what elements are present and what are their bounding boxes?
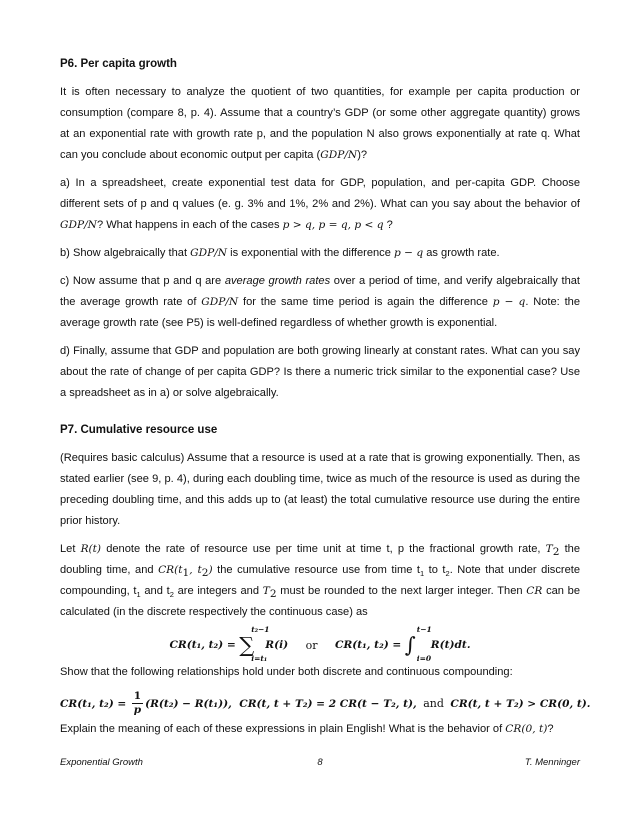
integral-symbol: ∫ t−1 i=0 (404, 625, 432, 663)
p7-intro: (Requires basic calculus) Assume that a resource is used at a rate that is growing exponentially. Then, as stated earlier (see 9, p. 4), during each doubling time, twice as much of the resource is used as during the preceding doubling time, and this adds up to (at least) the total cumulative resource use during the entire prior history. (60, 452, 580, 527)
equation-relationships: CR(t₁, t₂) = $\frac{1}{p}$ (R(t₂) − R(t₁)), CR(t, t + T₂) = 2 CR(t − T₂, t), and CR(t, t + T₂) > CR(0, t). (60, 690, 591, 716)
p7-definitions: Let R(t) denote the rate of resource use per time unit at time t, p the fractional growth rate, $T_2$ the doubling time, and $CR(t_1$, $t_2$) the cumulative resource use from time $t_1$ to $t_2$. Note that under discrete compounding, $t_1$ and $t_2$ are integers and $T_2$ must be rounded to the next larger integer. Then CR can be calculated (in the discrete respectively the continuous case) as (60, 543, 581, 618)
equation-cumulative-definition: CR(t₁, t₂) = ∑ t₂−1 i=t₁ R(i) or CR(t₁, t₂) = ∫ t−1 i=0 R(t)dt. (169, 625, 471, 663)
summation-symbol: ∑ t₂−1 i=t₁ (239, 625, 270, 663)
page-number: 8 (317, 757, 323, 768)
fraction-one-over-p: $\frac{1}{p}$ (133, 690, 142, 716)
p6-part-b: b) Show algebraically that GDP/N is exponential with the difference p − q as growth rate. (60, 247, 500, 259)
p7-explain: Explain the meaning of each of these expressions in plain English! What is the behavior of CR(0, t)? (60, 723, 554, 735)
p6-intro: It is often necessary to analyze the quotient of two quantities, for example per capita production or consumption (compare 8, p. 4). Assume that a country’s GDP (or some other aggregate quantity) grows at an exponential rate with growth rate p, and the population N also grows exponentially at rate q. What can you conclude about economic output per capita (GDP/N)? (60, 86, 580, 161)
page-content (60, 58, 591, 747)
p6-heading: P6. Per capita growth (60, 58, 177, 70)
p7-show-prompt: Show that the following relationships hold under both discrete and continuous compounding: (60, 666, 513, 678)
footer-title: Exponential Growth (60, 757, 143, 768)
p6-part-c: c) Now assume that p and q are average growth rates over a period of time, and verify algebraically that the average growth rate of GDP/N for the same time period is again the difference p − q. Note: the average growth rate (see P5) is well-defined regardless of whether growth is exponential. (60, 275, 581, 329)
p6-part-d: d) Finally, assume that GDP and population are both growing linearly at constant rates. What can you say about the rate of change of per capita GDP? Is there a numeric trick similar to the exponential case? Use a spreadsheet as in a) or solve algebraically. (60, 345, 580, 399)
footer-author: T. Menninger (524, 757, 580, 768)
p7-heading: P7. Cumulative resource use (60, 424, 218, 436)
p6-part-a: a) In a spreadsheet, create exponential test data for GDP, population, and per-capita GDP. Choose different sets of p and q values (e. g. 3% and 1%, 2% and 2%). What can you say about the behavior of GDP/N? What happens in each of the cases p > q, p = q, p < q ? (60, 177, 580, 231)
